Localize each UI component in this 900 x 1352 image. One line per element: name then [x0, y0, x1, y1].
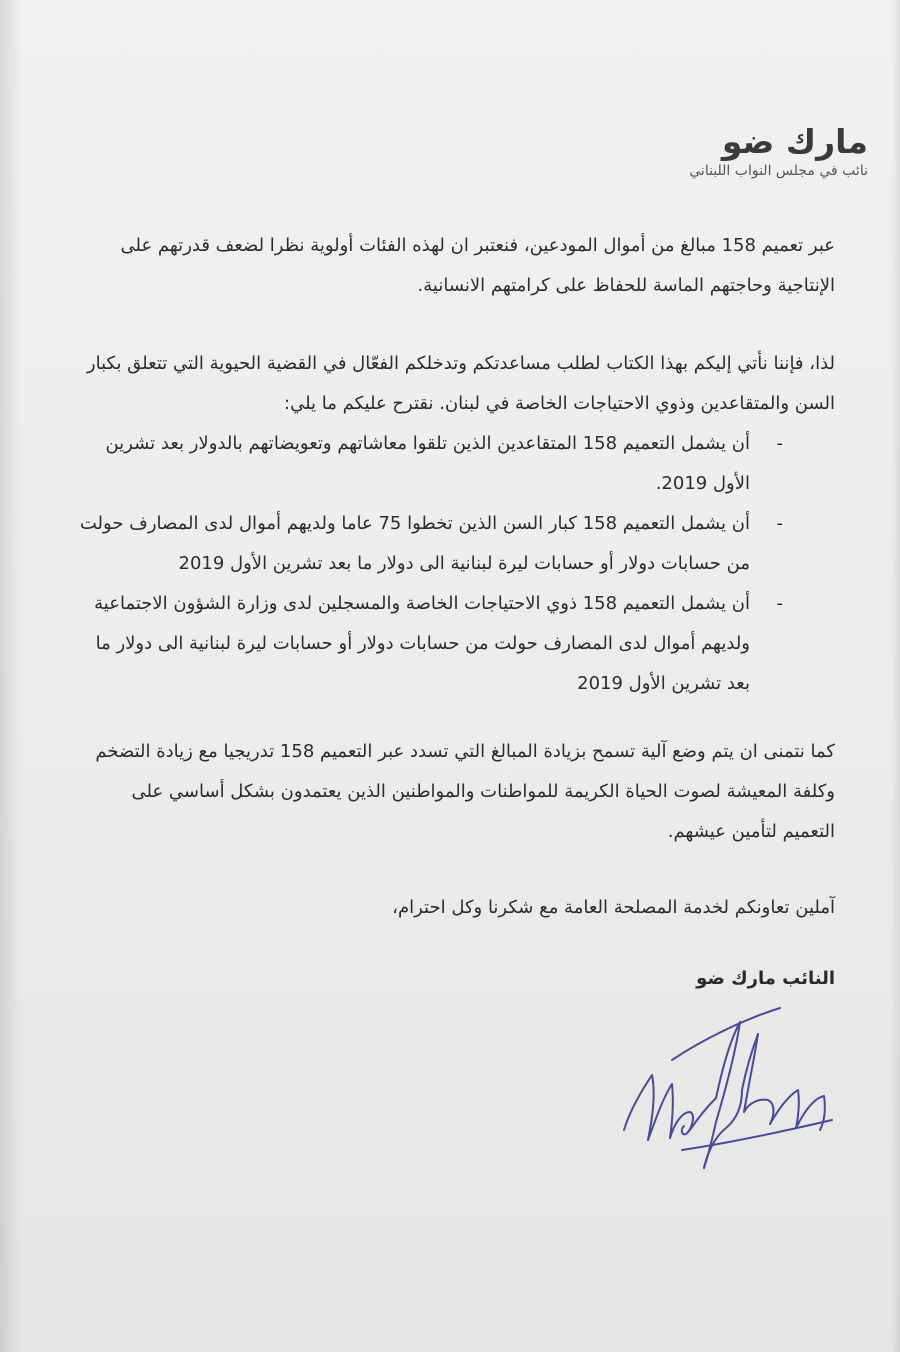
list-marker: - — [776, 433, 783, 454]
signatory-name: النائب مارك ضو — [696, 968, 835, 989]
list-item — [75, 424, 835, 504]
list-item-text: أن يشمل التعميم 158 المتقاعدين الذين تلقوا معاشاتهم وتعويضاتهم بالدولار بعد تشرين الأول 2019. — [105, 433, 750, 494]
paragraph-4: آملين تعاونكم لخدمة المصلحة العامة مع شكرنا وكل احترام، — [392, 897, 835, 918]
paragraph-2: لذا، فإننا نأتي إليكم بهذا الكتاب لطلب مساعدتكم وتدخلكم الفعّال في القضية الحيوية التي تتعلق بكبار السن والمتقاعدين وذوي الاحتياجات الخاصة في لبنان. نقترح عليكم ما يلي: — [86, 353, 835, 414]
list-item — [75, 584, 835, 704]
letterhead-title: نائب في مجلس النواب اللبناني — [689, 163, 868, 179]
paragraph-3: كما نتمنى ان يتم وضع آلية تسمح بزيادة المبالغ التي تسدد عبر التعميم 158 تدريجيا مع زيادة التضخم وكلفة المعيشة لصوت الحياة الكريمة للمواطنات والمواطنين الذين يعتمدون بشكل أساسي على التعميم لتأمين عيشهم. — [95, 741, 835, 842]
letterhead-name: مارك ضو — [721, 122, 868, 161]
paragraph-1: عبر تعميم 158 مبالغ من أموال المودعين، فنعتبر ان لهذه الفئات أولوية نظرا لضعف قدرتهم على الإنتاجية وحاجتهم الماسة للحفاظ على كرامتهم الانسانية. — [120, 235, 835, 296]
list-marker: - — [776, 513, 783, 534]
handwritten-signature — [612, 1000, 842, 1175]
list-marker: - — [776, 593, 783, 614]
list-item — [75, 504, 835, 584]
proposal-list — [75, 424, 835, 704]
list-item-text: أن يشمل التعميم 158 كبار السن الذين تخطوا 75 عاما ولديهم أموال لدى المصارف حولت من حسابات دولار أو حسابات ليرة لبنانية الى دولار ما بعد تشرين الأول 2019 — [79, 513, 750, 574]
list-item-text: أن يشمل التعميم 158 ذوي الاحتياجات الخاصة والمسجلين لدى وزارة الشؤون الاجتماعية ولديهم أموال لدى المصارف حولت من حسابات دولار أو حسابات ليرة لبنانية الى دولار ما بعد تشرين الأول 2019 — [94, 593, 750, 694]
